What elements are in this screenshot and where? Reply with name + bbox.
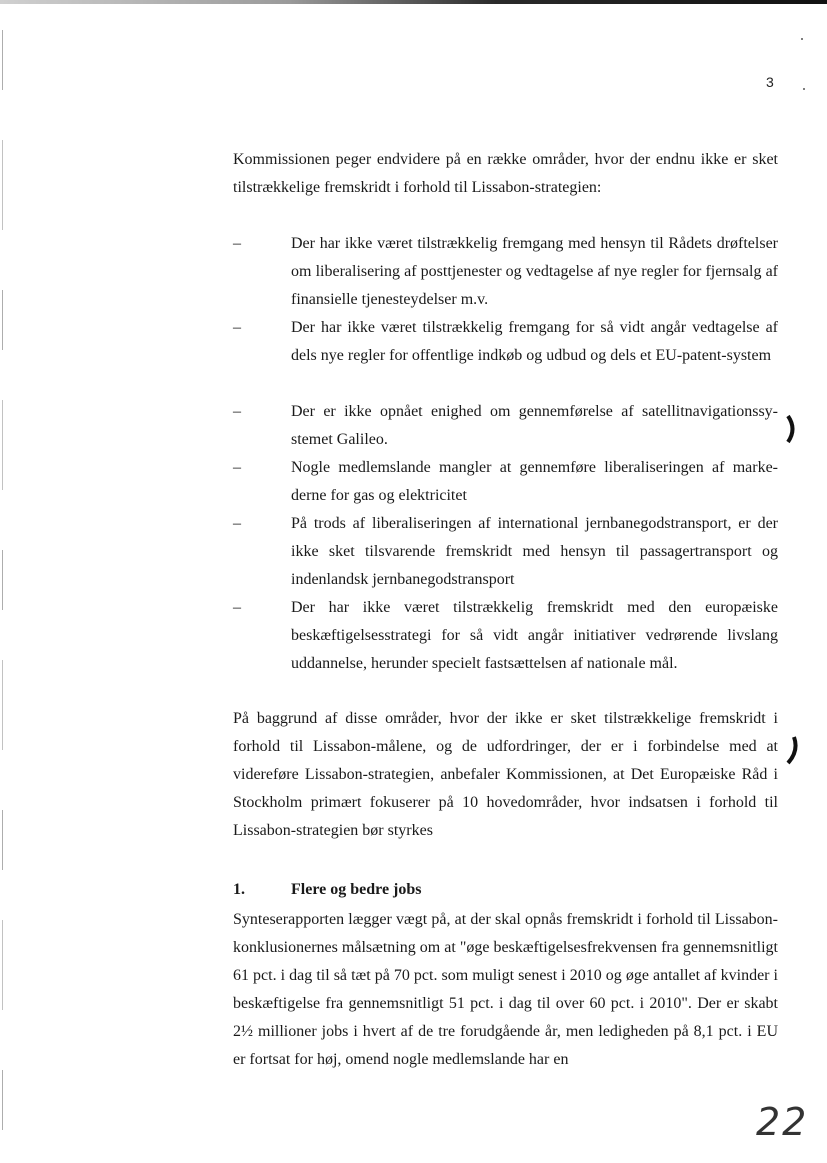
summary-paragraph: På baggrund af disse områder, hvor der ikke er sket tilstrækkelige fremskridt i forhold til Lissabon-målene, og de udfordringer, der er i forbindelse med at videreføre Lissabon-strategien, anbefaler Kommissionen, at Det Europæiske Råd i Stockholm primært fokuserer på 10 hovedområder, hvor indsatsen i forhold til Lissabon-strategien bør styrkes	[233, 710, 778, 839]
list-item: Der har ikke været tilstrækkelig fremgang med hensyn til Rådets drøftelser om liberalisering af posttjenester og vedtagelse af nye regler for fjernsalg af finansielle tjenesteydelser m.v.	[291, 235, 778, 308]
bullet-dash: –	[233, 599, 241, 616]
section-number: 1.	[233, 881, 245, 898]
bullet-dash: –	[233, 515, 241, 532]
page-number: 3	[766, 74, 774, 90]
list-item: Der har ikke været tilstrækkelig fremgang for så vidt angår vedtagelse af dels nye regler for offentlige indkøb og udbud og dels et EU-patent-system	[291, 319, 778, 364]
scan-left-edge	[2, 30, 3, 1150]
list-item: På trods af liberaliseringen af international jernbanegodstransport, er der ikke sket tilsvarende fremskridt med hensyn til passagertransport og indenlandsk jernbanegodstransport	[291, 515, 778, 588]
scan-top-edge	[0, 0, 827, 4]
margin-bracket-mark	[786, 735, 800, 771]
bullet-dash: –	[233, 319, 241, 336]
intro-paragraph: Kommissionen peger endvidere på en række områder, hvor der endnu ikke er sket tilstrækkelige fremskridt i forhold til Lissabon-strategien:	[233, 151, 778, 196]
margin-bracket-mark	[785, 414, 799, 450]
bullet-dash: –	[233, 235, 241, 252]
scan-speck	[801, 38, 803, 40]
bullet-dash: –	[233, 403, 241, 420]
body-paragraph: Synteserapporten lægger vægt på, at der skal opnås fremskridt i forhold til Lissabon-konklusionernes målsætning om at "øge beskæftigelsesfrekvensen fra gennemsnitligt 61 pct. i dag til så tæt på 70 pct. som muligt senest i 2010 og øge antallet af kvinder i beskæftigelse fra gennemsnitligt 51 pct. i dag til over 60 pct. i 2010". Der er skabt 2½ millioner jobs i hvert af de tre forudgående år, men ledigheden på 8,1 pct. i EU er fortsat for høj, omend nogle medlemslande har en	[233, 911, 778, 1068]
list-item: Nogle medlemslande mangler at gennemføre liberaliseringen af marke-derne for gas og elektricitet	[291, 459, 778, 504]
section-heading: Flere og bedre jobs	[291, 881, 422, 898]
scan-speck	[803, 88, 805, 90]
bullet-dash: –	[233, 459, 241, 476]
list-item: Der er ikke opnået enighed om gennemførelse af satellitnavigationssy-stemet Galileo.	[291, 403, 778, 448]
list-item: Der har ikke været tilstrækkelig fremskridt med den europæiske beskæftigelsesstrategi for så vidt angår initiativer vedrørende livslang uddannelse, herunder specielt fastsættelsen af nationale mål.	[291, 599, 778, 672]
handwritten-page-annotation: 22	[756, 1100, 809, 1144]
